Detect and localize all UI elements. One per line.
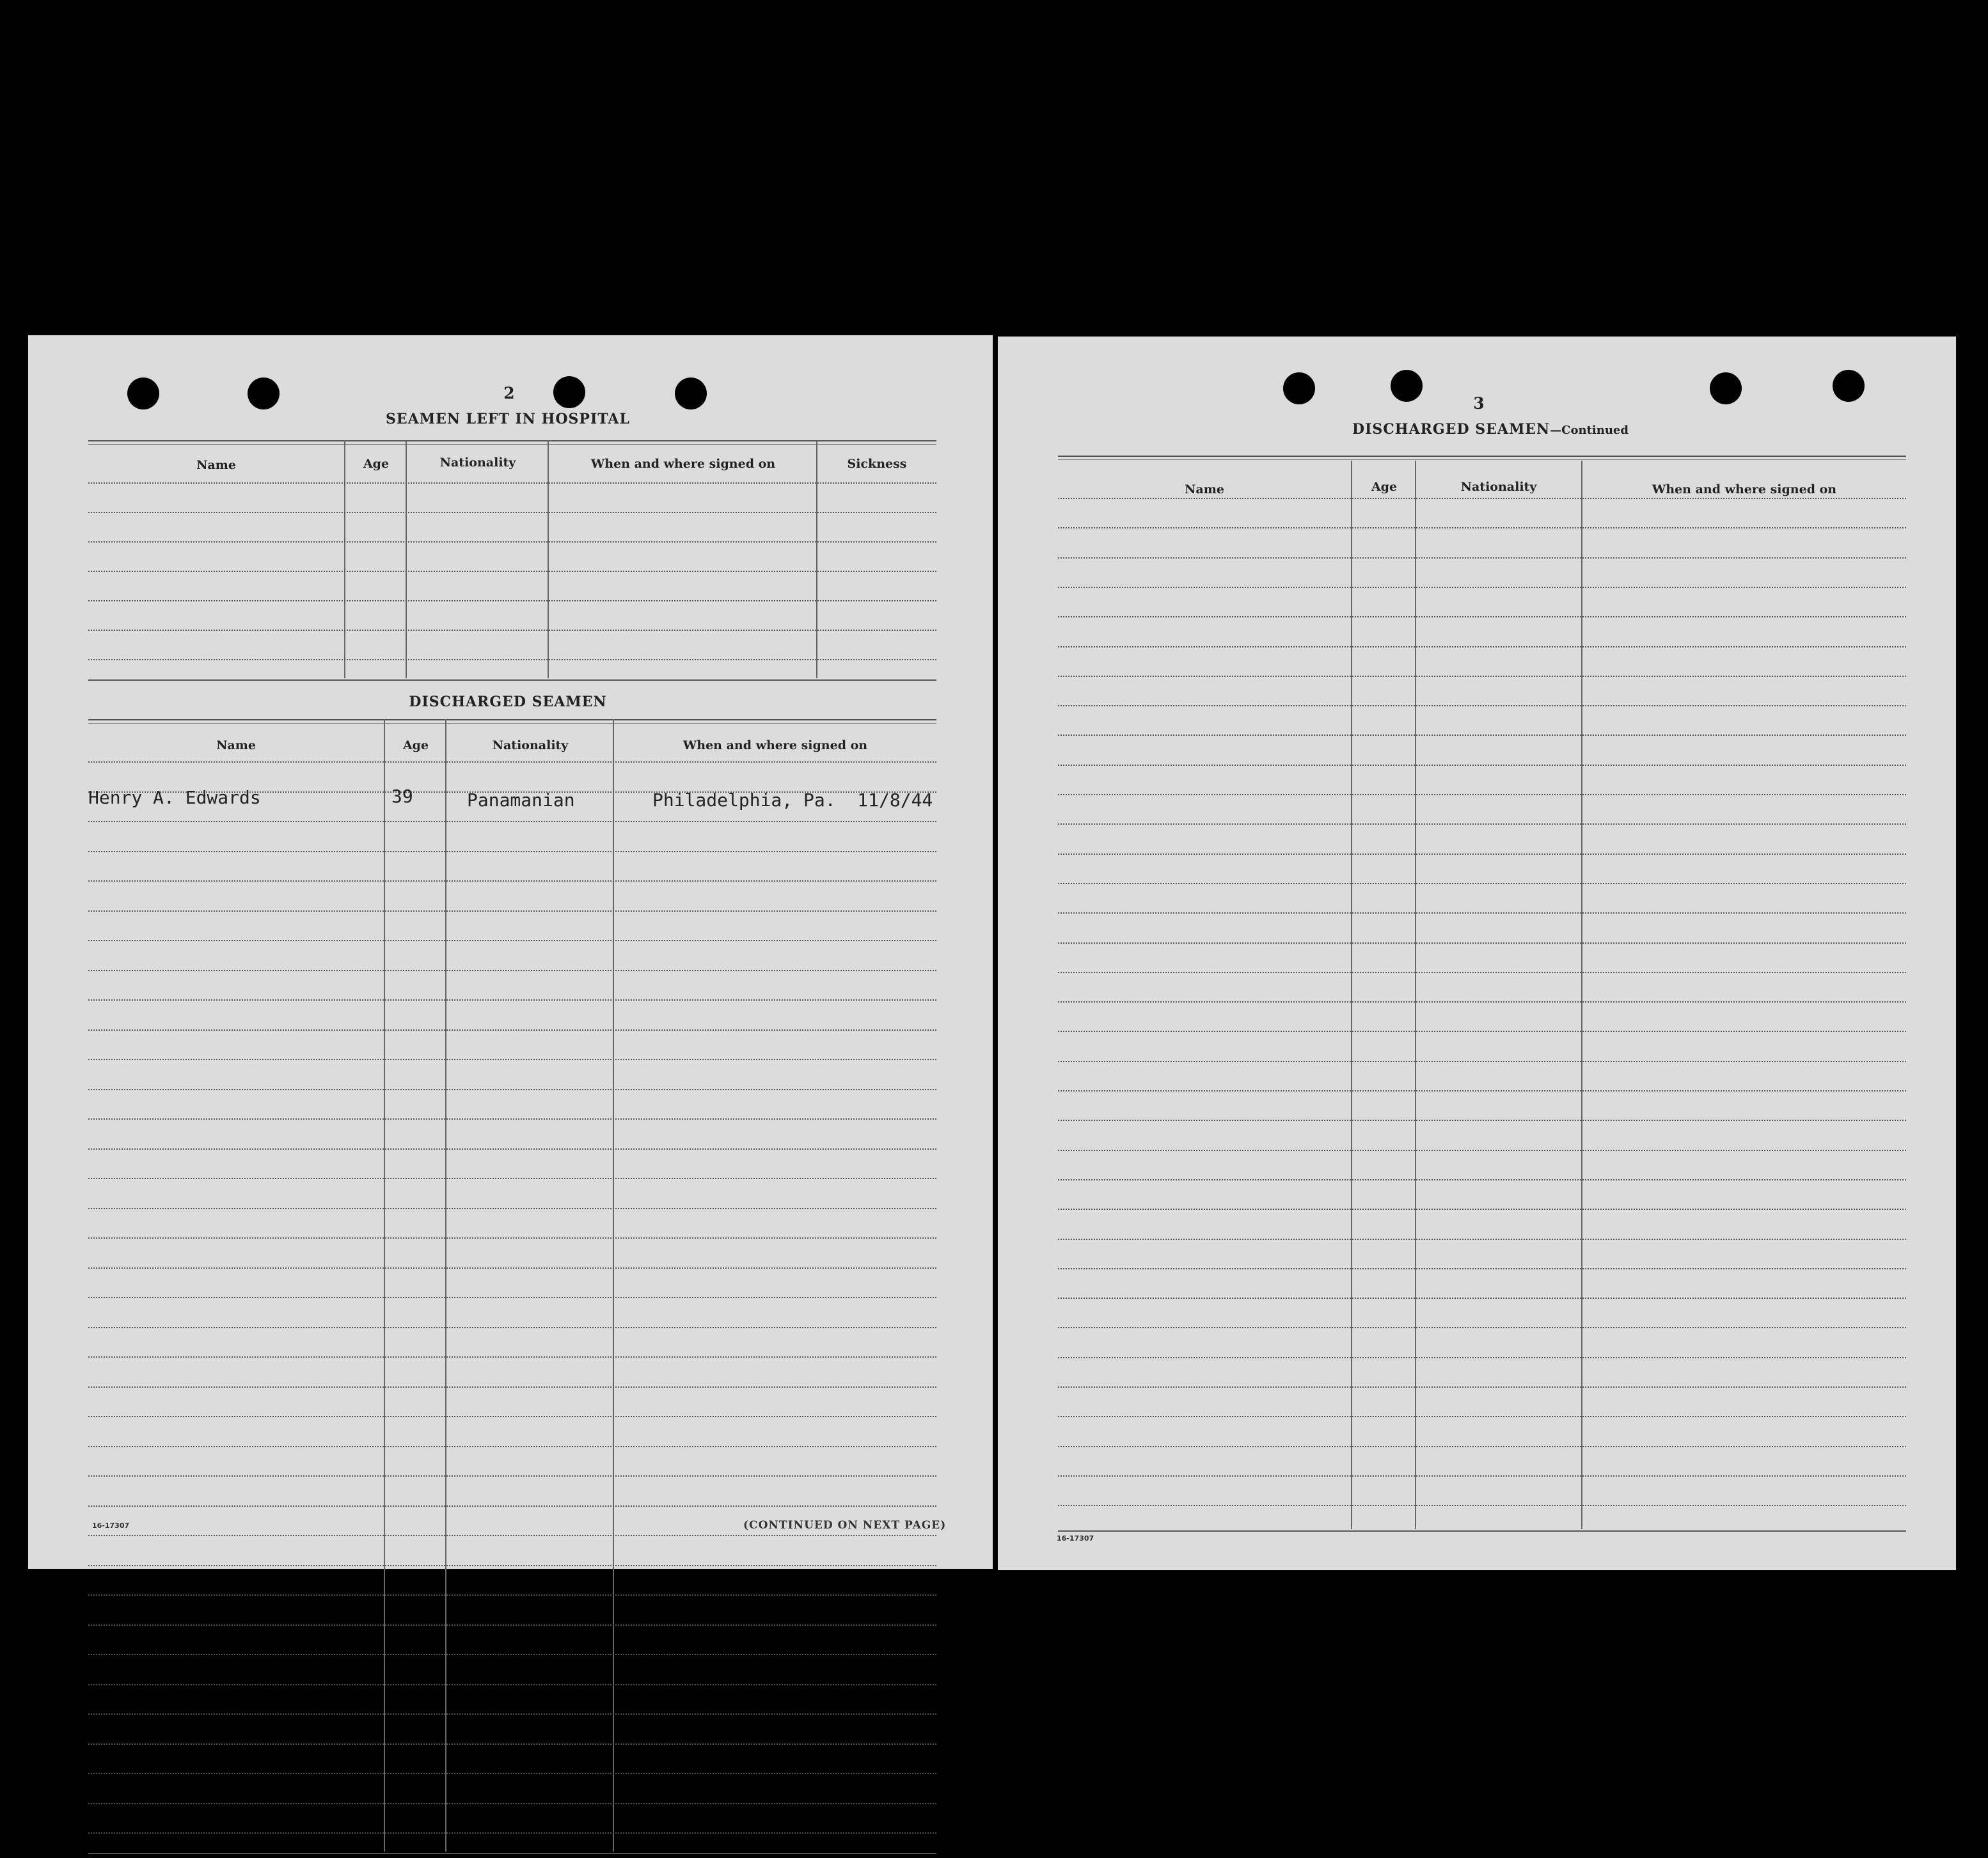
- ruled-line: [88, 910, 936, 912]
- ruled-line: [1058, 734, 1906, 736]
- col-header-age: Age: [1371, 480, 1398, 494]
- ruled-line: [1058, 616, 1906, 617]
- punch-hole: [1833, 370, 1865, 402]
- ruled-line: [88, 512, 936, 513]
- discharged-continued-title: [1318, 421, 1663, 438]
- ruled-line: [1058, 765, 1906, 766]
- ruled-line: [1058, 912, 1906, 914]
- ruled-line: [88, 1624, 936, 1626]
- form-number: 16-17307: [1057, 1534, 1094, 1543]
- ruled-line: [88, 1505, 936, 1507]
- discharged-section-title: DISCHARGED SEAMEN: [409, 694, 607, 710]
- ruled-line: [88, 1803, 936, 1804]
- ruled-line: [88, 659, 936, 660]
- punch-hole: [248, 377, 280, 409]
- ruled-line: [88, 1089, 936, 1090]
- ruled-line: [88, 821, 936, 822]
- punch-hole: [1391, 370, 1423, 402]
- ruled-line: [1058, 1268, 1906, 1269]
- ruled-line: [88, 1327, 936, 1328]
- ruled-line: [88, 940, 936, 941]
- ruled-line: [1058, 1475, 1906, 1477]
- ruled-line: [88, 630, 936, 631]
- ruled-line: [88, 1654, 936, 1655]
- ruled-line: [1058, 972, 1906, 973]
- ruled-line: [88, 761, 936, 763]
- ruled-line: [88, 1356, 936, 1358]
- ruled-line: [88, 1029, 936, 1031]
- seaman-nationality: Panamanian: [467, 790, 575, 811]
- col-header-age: Age: [402, 738, 429, 752]
- seaman-age: 39: [391, 786, 413, 807]
- page-number: 3: [1473, 394, 1485, 413]
- punch-hole: [127, 377, 159, 409]
- ruled-line: [1058, 1090, 1906, 1092]
- ruled-line: [1058, 676, 1906, 677]
- ruled-line: [88, 1208, 936, 1209]
- discharged-table: [88, 719, 936, 1858]
- ruled-line: [88, 1416, 936, 1417]
- hospital-section-title: SEAMEN LEFT IN HOSPITAL: [386, 411, 630, 427]
- ruled-line: [1058, 883, 1906, 884]
- col-header-name: Name: [1185, 482, 1224, 496]
- ruled-line: [1058, 1386, 1906, 1388]
- ruled-line: [1058, 823, 1906, 825]
- col-header-sickness: Sickness: [847, 457, 907, 471]
- ruled-line: [88, 1475, 936, 1477]
- ruled-line: [1058, 942, 1906, 944]
- ruled-line: [88, 1773, 936, 1774]
- seaman-signed-on: Philadelphia, Pa. 11/8/44: [652, 790, 933, 811]
- punch-hole: [553, 376, 585, 408]
- ruled-line: [88, 1237, 936, 1239]
- col-header-nationality: Nationality: [1460, 480, 1537, 494]
- ruled-line: [1058, 1446, 1906, 1447]
- ruled-line: [1058, 1179, 1906, 1180]
- col-header-nationality: Nationality: [492, 738, 569, 752]
- right-page: [998, 337, 1956, 1570]
- punch-hole: [675, 377, 707, 409]
- ruled-line: [88, 600, 936, 601]
- ruled-line: [1058, 794, 1906, 795]
- ruled-line: [1058, 1327, 1906, 1328]
- ruled-line: [1058, 1031, 1906, 1032]
- ruled-line: [88, 1594, 936, 1596]
- ruled-line: [1058, 527, 1906, 528]
- ruled-line: [88, 1178, 936, 1179]
- ruled-line: [1058, 587, 1906, 588]
- ruled-line: [1058, 498, 1906, 499]
- ruled-line: [1058, 1357, 1906, 1358]
- seaman-name: Henry A. Edwards: [88, 787, 261, 808]
- ruled-line: [88, 541, 936, 543]
- ruled-line: [1058, 1001, 1906, 1003]
- ruled-line: [88, 1386, 936, 1388]
- ruled-line: [88, 1684, 936, 1685]
- ruled-line: [1058, 557, 1906, 559]
- ruled-line: [88, 1713, 936, 1715]
- col-header-signed-on: When and where signed on: [682, 738, 868, 752]
- col-header-age: Age: [363, 457, 390, 471]
- ruled-line: [1058, 1239, 1906, 1240]
- col-header-signed-on: When and where signed on: [590, 457, 776, 471]
- ruled-line: [1058, 854, 1906, 855]
- title-suffix: —Continued: [1550, 424, 1629, 437]
- punch-hole: [1710, 372, 1742, 404]
- ruled-line: [1058, 1209, 1906, 1210]
- discharged-continued-table: [1058, 456, 1906, 1543]
- ruled-line: [88, 1267, 936, 1269]
- ruled-line: [88, 880, 936, 882]
- ruled-line: [88, 482, 936, 484]
- hospital-table: [88, 440, 936, 683]
- ruled-line: [1058, 646, 1906, 647]
- form-number: 16-17307: [92, 1521, 130, 1530]
- ruled-line: [88, 970, 936, 971]
- page-number: 2: [503, 384, 515, 402]
- col-header-signed-on: When and where signed on: [1652, 482, 1837, 496]
- ruled-line: [88, 1535, 936, 1536]
- left-page: [28, 335, 993, 1569]
- ruled-line: [1058, 1150, 1906, 1151]
- ruled-line: [88, 1743, 936, 1745]
- title-main: DISCHARGED SEAMEN: [1352, 421, 1550, 438]
- punch-hole: [1283, 372, 1315, 404]
- ruled-line: [88, 1118, 936, 1120]
- ruled-line: [88, 571, 936, 572]
- ruled-line: [88, 1059, 936, 1060]
- ruled-line: [1058, 1298, 1906, 1299]
- ruled-line: [1058, 705, 1906, 706]
- ruled-line: [1058, 1061, 1906, 1062]
- ruled-line: [1058, 1505, 1906, 1506]
- ruled-line: [88, 1565, 936, 1566]
- continued-note: (CONTINUED ON NEXT PAGE): [743, 1519, 947, 1532]
- col-header-name: Name: [196, 458, 236, 472]
- col-header-name: Name: [216, 738, 256, 752]
- ruled-line: [1058, 1120, 1906, 1121]
- ruled-line: [88, 851, 936, 852]
- ruled-line: [88, 1297, 936, 1298]
- ruled-line: [1058, 1416, 1906, 1417]
- col-header-nationality: Nationality: [439, 456, 516, 470]
- ruled-line: [88, 1148, 936, 1150]
- ruled-line: [88, 999, 936, 1001]
- ruled-line: [88, 1446, 936, 1447]
- ruled-line: [88, 1832, 936, 1834]
